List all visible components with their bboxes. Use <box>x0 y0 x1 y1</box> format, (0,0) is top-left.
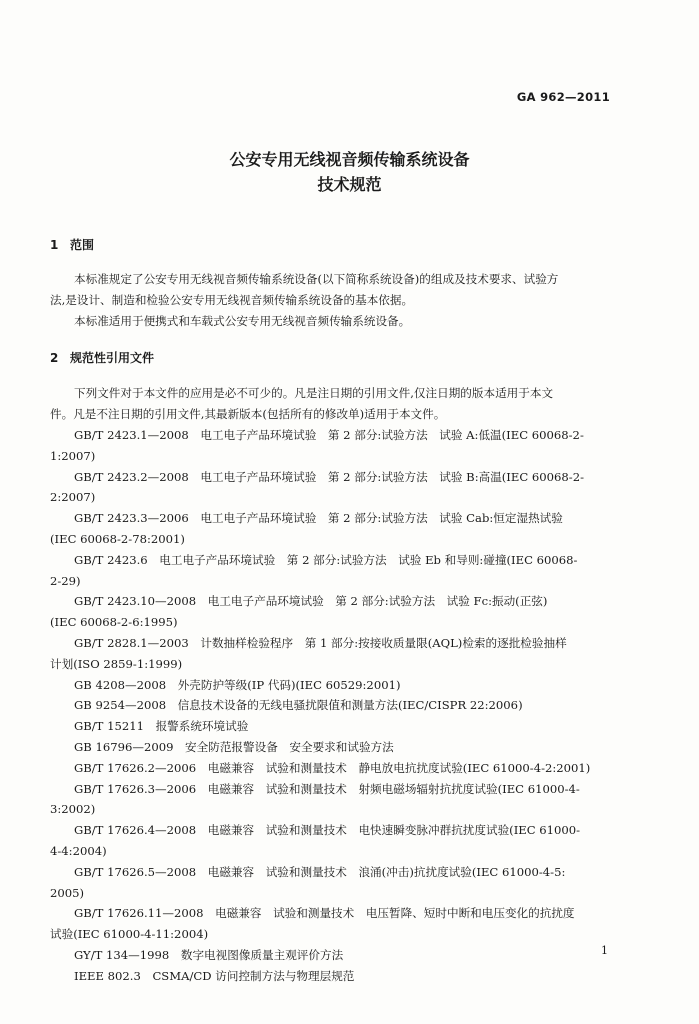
paragraph-line: 本标准规定了公安专用无线视音频传输系统设备(以下简称系统设备)的组成及技术要求、试验方 <box>74 272 559 286</box>
reference-entry-continuation: 计划(ISO 2859-1:1999) <box>50 656 183 671</box>
reference-entry: GY/T 134—1998 数字电视图像质量主观评价方法 <box>74 947 344 962</box>
page-number: 1 <box>601 944 608 957</box>
reference-entry: GB 4208—2008 外壳防护等级(IP 代码)(IEC 60529:2001) <box>74 677 401 692</box>
reference-entry: GB 16796—2009 安全防范报警设备 安全要求和试验方法 <box>74 739 394 754</box>
doc-code: GA 962—2011 <box>516 90 610 104</box>
paragraph-line: 本标准适用于便携式和车载式公安专用无线视音频传输系统设备。 <box>74 313 411 328</box>
reference-entry: GB/T 2423.6 电工电子产品环境试验 第 2 部分:试验方法 试验 Eb 和导则:碰撞(IEC 60068- <box>74 552 578 567</box>
reference-entry-continuation: 4-4:2004) <box>50 843 107 858</box>
document-title-line2: 技术规范 <box>317 175 382 194</box>
reference-entry-continuation: (IEC 60068-2-78:2001) <box>50 531 185 546</box>
reference-list <box>50 425 612 987</box>
reference-entry: GB/T 17626.3—2006 电磁兼容 试验和测量技术 射频电磁场辐射抗扰度试验(IEC 61000-4- <box>74 781 580 796</box>
section-title: 范围 <box>70 238 95 252</box>
reference-entry: GB/T 2423.10—2008 电工电子产品环境试验 第 2 部分:试验方法 试验 Fc:振动(正弦) <box>74 594 548 609</box>
section-title: 规范性引用文件 <box>70 351 155 365</box>
reference-entry: GB/T 2423.1—2008 电工电子产品环境试验 第 2 部分:试验方法 试验 A:低温(IEC 60068-2- <box>74 428 584 442</box>
document-title-line1: 公安专用无线视音频传输系统设备 <box>229 150 470 169</box>
reference-entry: GB/T 2423.2—2008 电工电子产品环境试验 第 2 部分:试验方法 试验 B:高温(IEC 60068-2- <box>74 469 585 484</box>
reference-entry-continuation: 2:2007) <box>50 490 96 505</box>
reference-entry: GB 9254—2008 信息技术设备的无线电骚扰限值和测量方法(IEC/CISPR 22:2006) <box>74 698 523 713</box>
section-number: 2 <box>50 351 59 365</box>
reference-entry-continuation: 2005) <box>50 885 85 900</box>
reference-entry: GB/T 17626.11—2008 电磁兼容 试验和测量技术 电压暂降、短时中断和电压变化的抗扰度 <box>74 906 575 921</box>
reference-entry: GB/T 15211 报警系统环境试验 <box>74 719 249 734</box>
section-number: 1 <box>50 238 59 252</box>
reference-entry-continuation: 2-29) <box>50 573 81 588</box>
paragraph-line: 件。凡是不注日期的引用文件,其最新版本(包括所有的修改单)适用于本文件。 <box>50 406 446 421</box>
reference-entry: GB/T 17626.5—2008 电磁兼容 试验和测量技术 浪涌(冲击)抗扰度试验(IEC 61000-4-5: <box>74 864 566 879</box>
reference-entry: GB/T 2423.3—2006 电工电子产品环境试验 第 2 部分:试验方法 试验 Cab:恒定湿热试验 <box>74 511 563 526</box>
reference-entry: GB/T 17626.2—2006 电磁兼容 试验和测量技术 静电放电抗扰度试验(IEC 61000-4-2:2001) <box>74 760 591 775</box>
reference-entry: GB/T 17626.4—2008 电磁兼容 试验和测量技术 电快速瞬变脉冲群抗扰度试验(IEC 61000- <box>74 823 581 838</box>
reference-entry-continuation: 1:2007) <box>50 448 96 463</box>
paragraph-line: 下列文件对于本文件的应用是必不可少的。凡是注日期的引用文件,仅注日期的版本适用于本文 <box>74 386 554 400</box>
section-2-intro <box>50 383 612 425</box>
reference-entry-continuation: (IEC 60068-2-6:1995) <box>50 615 178 630</box>
section-2-heading <box>50 349 154 366</box>
reference-entry-continuation: 3:2002) <box>50 802 96 817</box>
reference-entry: IEEE 802.3 CSMA/CD 访问控制方法与物理层规范 <box>74 968 355 983</box>
section-1-heading <box>50 236 94 253</box>
section-1-body <box>50 269 612 331</box>
reference-entry-continuation: 试验(IEC 61000-4-11:2004) <box>50 927 209 942</box>
paragraph-line: 法,是设计、制造和检验公安专用无线视音频传输系统设备的基本依据。 <box>50 292 414 307</box>
reference-entry: GB/T 2828.1—2003 计数抽样检验程序 第 1 部分:按接收质量限(AQL)检索的逐批检验抽样 <box>74 635 567 650</box>
